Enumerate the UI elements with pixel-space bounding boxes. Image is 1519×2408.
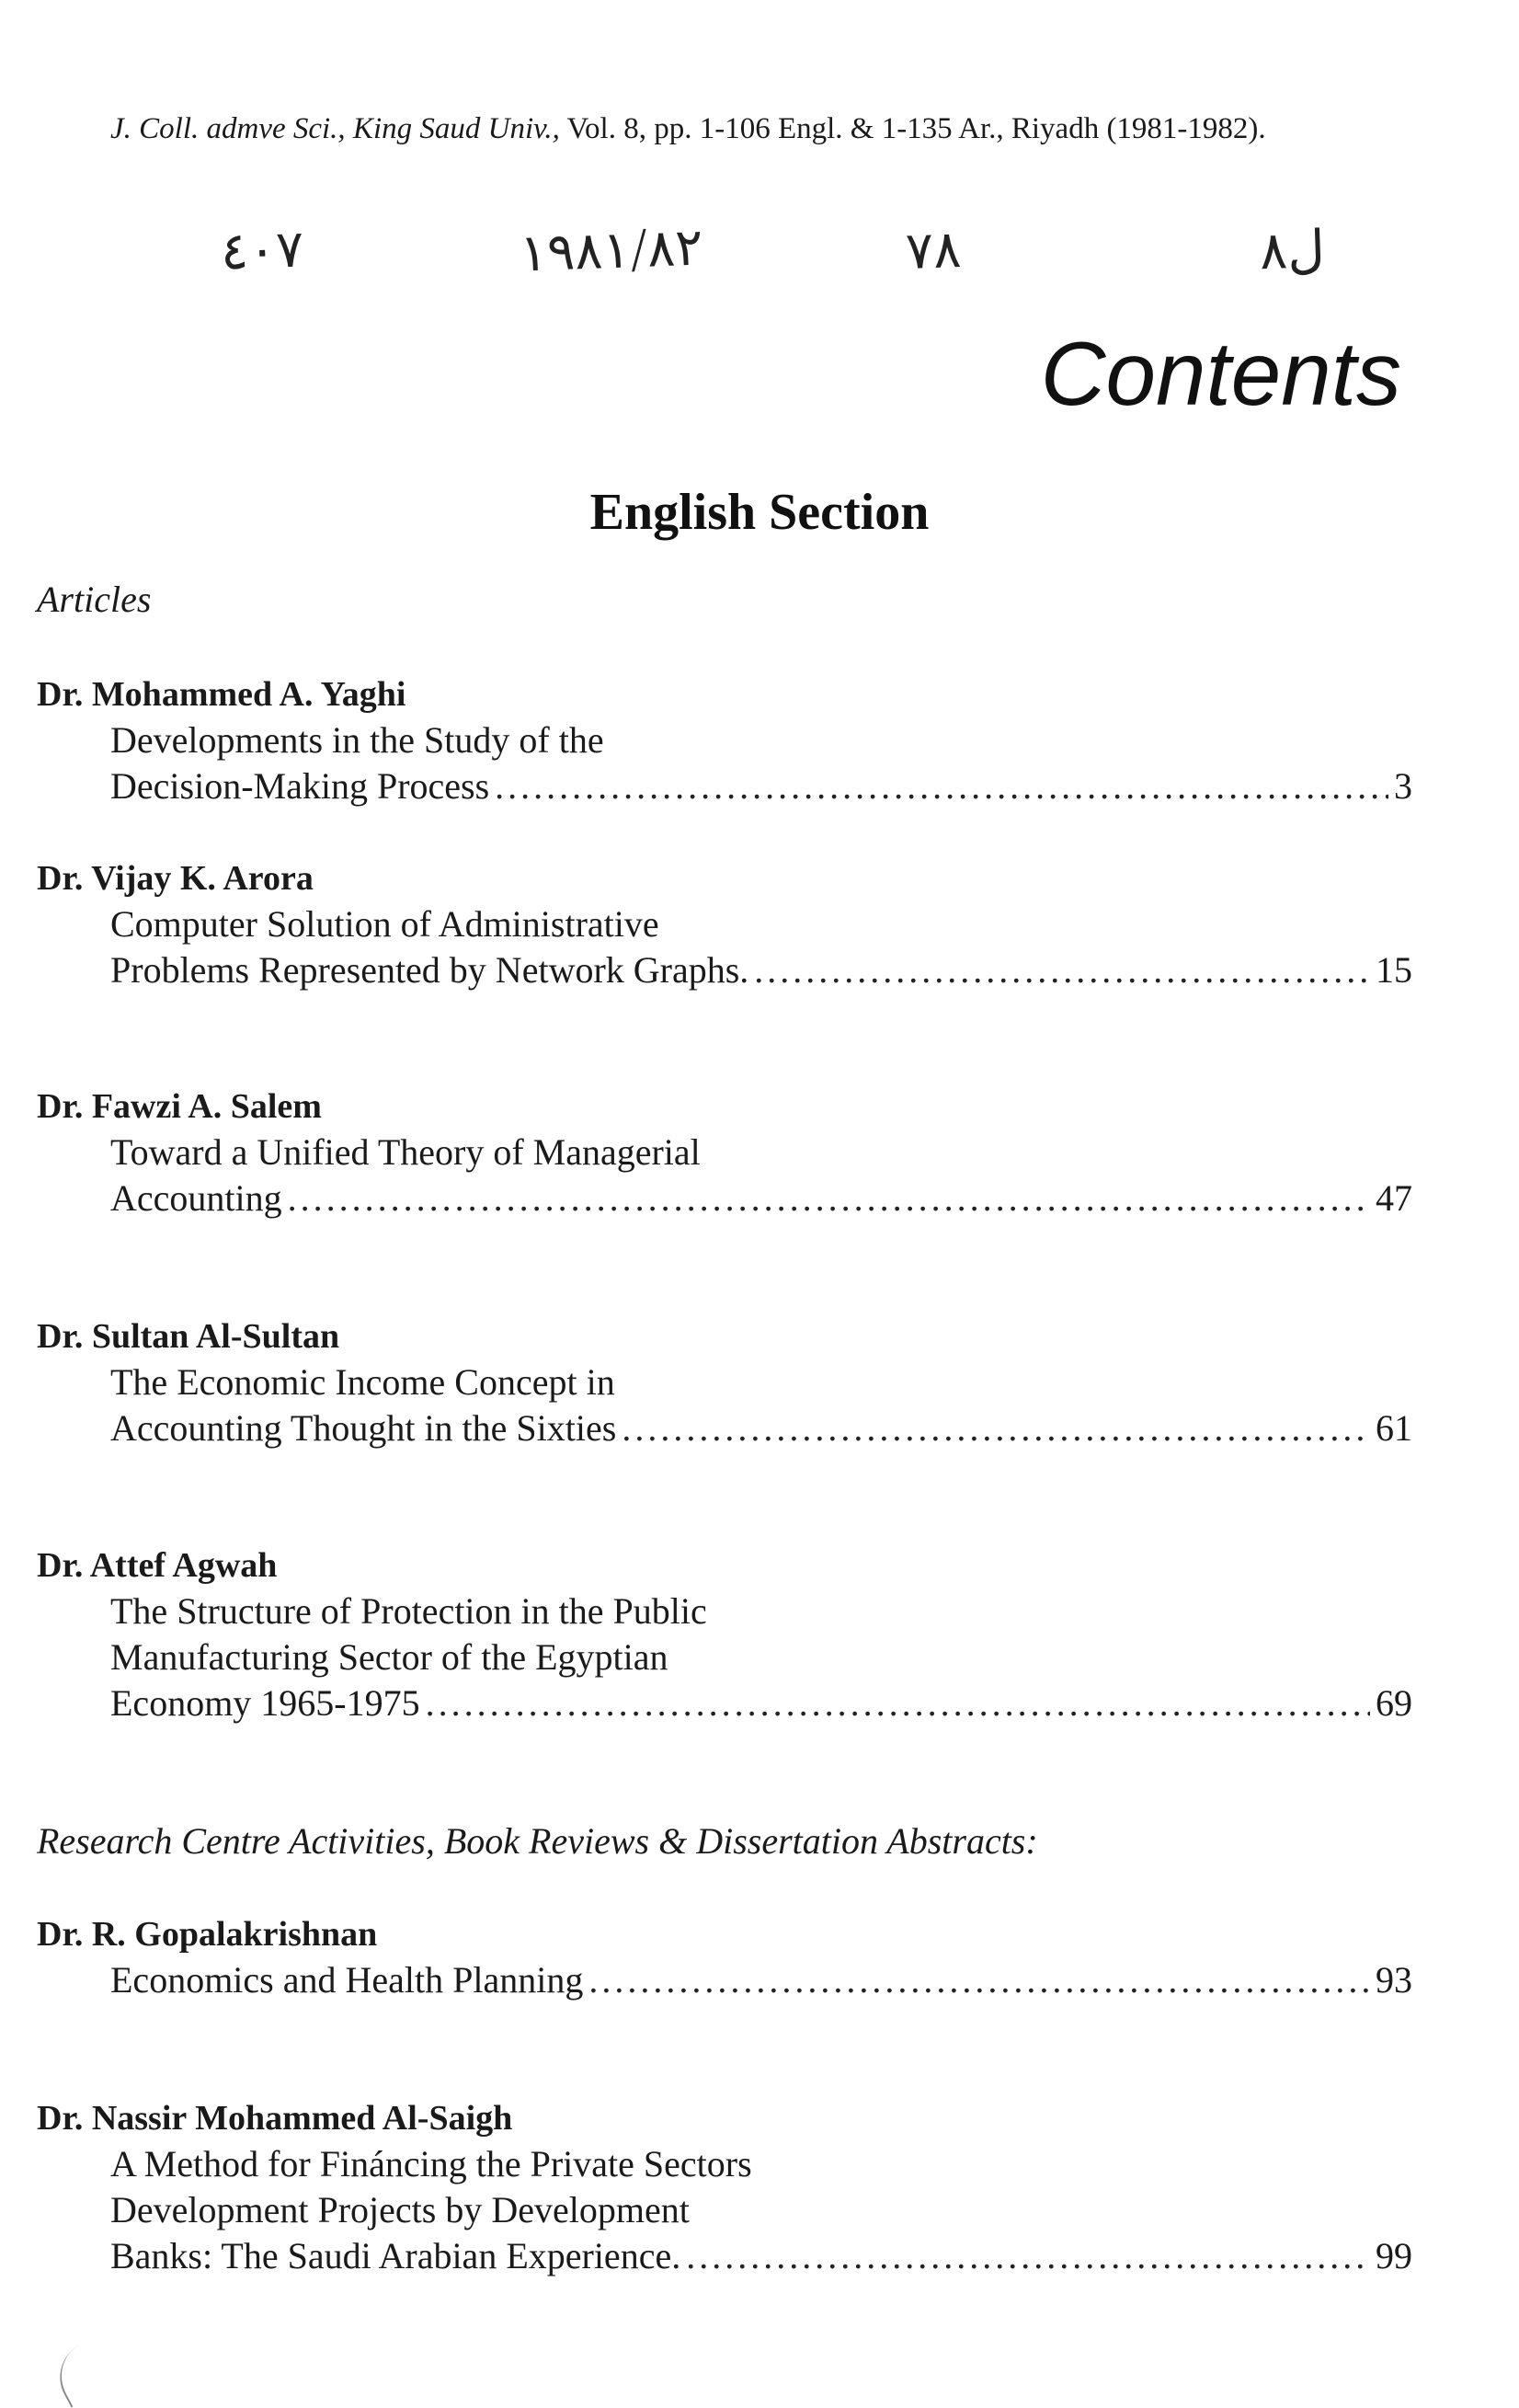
handwritten-note: ٧٨	[904, 219, 963, 282]
entry-title-last-line	[37, 2233, 1412, 2279]
entry-title-line: Developments in the Study of the	[110, 719, 604, 761]
entry-title-line: Economy 1965-1975	[110, 1682, 420, 1724]
entry-title-last-line	[37, 1957, 1412, 2003]
entry-page-number: 99	[1376, 2235, 1412, 2276]
entry-title-line: Accounting Thought in the Sixties	[110, 1407, 617, 1449]
handwritten-note: ٤٠٧	[219, 219, 305, 282]
entry-page-number: 93	[1376, 1959, 1412, 2001]
entry-title-line: The Structure of Protection in the Public	[110, 1590, 707, 1632]
entry-title-line: Problems Represented by Network Graphs.	[110, 949, 749, 991]
entry-author: Dr. Nassir Mohammed Al-Saigh	[37, 2099, 513, 2138]
entry-page-number: 69	[1376, 1682, 1412, 1724]
entry-title-last-line	[37, 1680, 1412, 1726]
toc-entry	[37, 1313, 1412, 1451]
entry-title-line: Computer Solution of Administrative	[110, 903, 659, 945]
entry-page-number: 15	[1376, 949, 1412, 991]
contents-heading: Contents	[1040, 323, 1401, 424]
entry-author: Dr. Fawzi A. Salem	[37, 1087, 322, 1126]
toc-entry	[37, 1911, 1412, 2003]
citation-details: Vol. 8, pp. 1-106 Engl. & 1-135 Ar., Riyadh (1981-1982).	[559, 112, 1266, 145]
category-research: Research Centre Activities, Book Reviews & Dissertation Abstracts:	[37, 1820, 1038, 1862]
journal-citation	[110, 112, 1416, 146]
category-articles: Articles	[37, 579, 152, 620]
toc-entry	[37, 1542, 1412, 1726]
entry-title-last-line	[37, 947, 1412, 993]
entry-title-line: Accounting	[110, 1177, 282, 1219]
handwritten-note: ل٨	[1258, 219, 1326, 282]
entry-title-line: Economics and Health Planning	[110, 1959, 584, 2001]
dot-leader	[288, 1175, 1370, 1221]
dot-leader	[686, 2233, 1370, 2279]
section-heading: English Section	[589, 484, 930, 541]
citation-journal: J. Coll. admve Sci., King Saud Univ.,	[110, 112, 560, 145]
entry-author: Dr. Attef Agwah	[37, 1546, 278, 1585]
entry-author: Dr. Sultan Al-Sultan	[37, 1317, 340, 1356]
stray-pen-mark	[47, 2344, 105, 2407]
dot-leader	[622, 1405, 1370, 1451]
entry-title-line: Banks: The Saudi Arabian Experience.	[110, 2235, 681, 2276]
entry-title-line: Manufacturing Sector of the Egyptian	[110, 1636, 668, 1678]
entry-title-last-line	[37, 1405, 1412, 1451]
entry-page-number: 61	[1376, 1407, 1412, 1449]
dot-leader	[426, 1680, 1370, 1726]
handwritten-note: ١٩٨١/٨٢	[518, 217, 704, 284]
dot-leader	[588, 1957, 1370, 2003]
toc-entry	[37, 1084, 1412, 1221]
entry-title-line: Development Projects by Development	[110, 2189, 690, 2230]
entry-title-line: A Method for Fináncing the Private Sectors	[110, 2143, 752, 2184]
entry-page-number: 3	[1394, 765, 1412, 807]
toc-entry	[37, 671, 1412, 809]
entry-author: Dr. Mohammed A. Yaghi	[37, 675, 406, 714]
entry-title-last-line	[37, 1175, 1412, 1221]
entry-title-line: Toward a Unified Theory of Managerial	[110, 1131, 701, 1173]
entry-title-line: The Economic Income Concept in	[110, 1361, 615, 1403]
entry-title-line: Decision-Making Process	[110, 765, 490, 807]
entry-author: Dr. R. Gopalakrishnan	[37, 1915, 378, 1954]
toc-entry	[37, 855, 1412, 993]
entry-title-last-line	[37, 763, 1412, 809]
toc-entry	[37, 2095, 1412, 2279]
dot-leader	[495, 763, 1388, 809]
dot-leader	[754, 947, 1370, 993]
entry-author: Dr. Vijay K. Arora	[37, 859, 314, 898]
entry-page-number: 47	[1376, 1177, 1412, 1219]
